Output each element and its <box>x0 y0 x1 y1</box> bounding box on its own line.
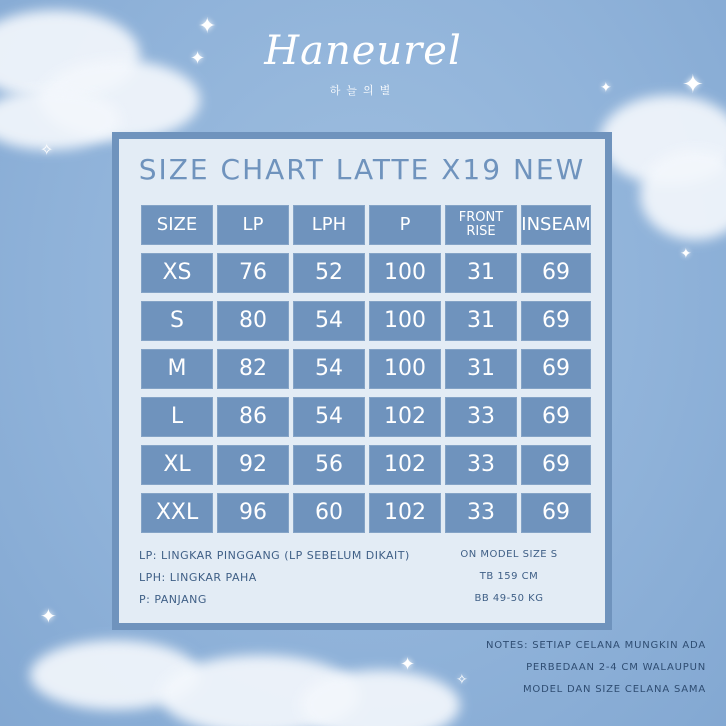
table-cell: 52 <box>293 253 365 293</box>
notes-line: NOTES: SETIAP CELANA MUNGKIN ADA <box>485 640 706 651</box>
table-cell: 33 <box>445 445 517 485</box>
table-cell: 76 <box>217 253 289 293</box>
table-cell: 33 <box>445 493 517 533</box>
header-front-rise: FRONT RISE <box>445 205 517 245</box>
table-cell: 102 <box>369 397 441 437</box>
table-cell: 92 <box>217 445 289 485</box>
table-cell: M <box>141 349 213 389</box>
brand-subtitle: 하늘의별 <box>329 84 397 97</box>
table-cell: XXL <box>141 493 213 533</box>
table-cell: 69 <box>521 349 591 389</box>
table-cell: XL <box>141 445 213 485</box>
sparkle-icon: ✦ <box>40 604 57 628</box>
sparkle-icon: ✦ <box>680 246 692 262</box>
brand-logo: Haneurel <box>264 28 462 74</box>
header-size: SIZE <box>141 205 213 245</box>
table-cell: 100 <box>369 349 441 389</box>
size-table <box>141 205 591 533</box>
table-cell: 100 <box>369 253 441 293</box>
table-cell: S <box>141 301 213 341</box>
table-cell: 56 <box>293 445 365 485</box>
legend-item-p: P: PANJANG <box>139 593 207 606</box>
sparkle-icon: ✦ <box>400 654 416 675</box>
table-cell: 54 <box>293 301 365 341</box>
table-cell: 54 <box>293 397 365 437</box>
chart-title: SIZE CHART LATTE X19 NEW <box>138 153 586 186</box>
table-cell: XS <box>141 253 213 293</box>
sparkle-icon: ✦ <box>198 14 217 39</box>
table-cell: 69 <box>521 397 591 437</box>
table-cell: 86 <box>217 397 289 437</box>
table-cell: 69 <box>521 493 591 533</box>
sparkle-icon: ✦ <box>190 48 206 69</box>
table-cell: 33 <box>445 397 517 437</box>
header-p: P <box>369 205 441 245</box>
table-cell: 31 <box>445 349 517 389</box>
model-weight: BB 49-50 KG <box>474 593 544 604</box>
table-cell: 96 <box>217 493 289 533</box>
table-cell: 60 <box>293 493 365 533</box>
abbreviation-legend <box>139 549 410 615</box>
notes <box>476 640 706 706</box>
notes-line: PERBEDAAN 2-4 CM WALAUPUN <box>526 662 706 673</box>
table-cell: 31 <box>445 253 517 293</box>
table-cell: 82 <box>217 349 289 389</box>
header-lph: LPH <box>293 205 365 245</box>
table-cell: 31 <box>445 301 517 341</box>
model-info <box>439 549 579 615</box>
model-height: TB 159 CM <box>479 571 539 582</box>
table-cell: 100 <box>369 301 441 341</box>
table-cell: 102 <box>369 445 441 485</box>
table-cell: 69 <box>521 445 591 485</box>
table-cell: L <box>141 397 213 437</box>
sparkle-icon: ✧ <box>40 140 54 159</box>
size-chart-card <box>112 132 612 630</box>
header-lp: LP <box>217 205 289 245</box>
table-cell: 69 <box>521 253 591 293</box>
header-inseam: INSEAM <box>521 205 591 245</box>
legend-item-lp: LP: LINGKAR PINGGANG (LP SEBELUM DIKAIT) <box>139 549 410 562</box>
sparkle-icon: ✦ <box>682 70 704 100</box>
cloud-top-left-3 <box>0 90 120 150</box>
table-cell: 69 <box>521 301 591 341</box>
sparkle-icon: ✧ <box>456 672 468 688</box>
model-size: ON MODEL SIZE S <box>460 549 558 560</box>
table-cell: 54 <box>293 349 365 389</box>
notes-line: MODEL DAN SIZE CELANA SAMA <box>522 684 706 695</box>
legend-item-lph: LPH: LINGKAR PAHA <box>139 571 257 584</box>
sparkle-icon: ✦ <box>600 80 612 96</box>
table-cell: 80 <box>217 301 289 341</box>
table-cell: 102 <box>369 493 441 533</box>
